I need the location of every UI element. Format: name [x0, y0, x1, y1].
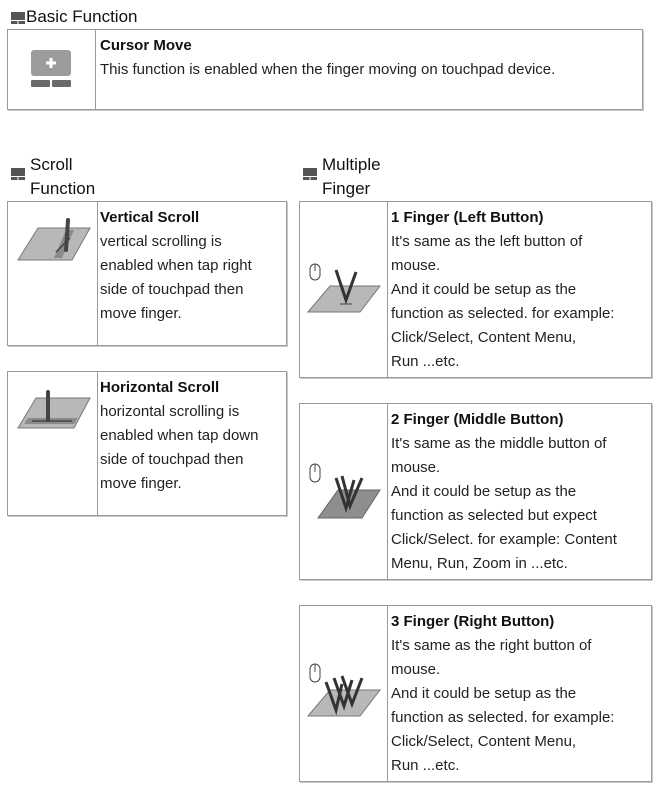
horizontal-scroll-illustration	[8, 372, 98, 515]
horizontal-scroll-text-4: move finger.	[100, 475, 182, 492]
vertical-scroll-title: Vertical Scroll	[100, 209, 200, 226]
two-finger-text-1: It's same as the middle button of	[391, 435, 607, 452]
horizontal-scroll-box	[7, 371, 287, 516]
three-finger-text-5: Click/Select, Content Menu,	[391, 733, 577, 750]
scroll-heading-line-1: Scroll	[30, 155, 73, 174]
cursor-move-box	[7, 29, 643, 110]
three-finger-text-6: Run ...etc.	[391, 757, 460, 774]
touchpad-icon	[302, 167, 318, 181]
three-finger-title: 3 Finger (Right Button)	[391, 613, 555, 630]
one-finger-text-1: It's same as the left button of	[391, 233, 583, 250]
one-finger-tap-icon	[306, 262, 382, 318]
vertical-scroll-text-4: move finger.	[100, 305, 182, 322]
multiple-finger-heading	[302, 153, 381, 201]
three-finger-illustration	[300, 606, 388, 781]
three-finger-box	[299, 605, 652, 782]
touchpad-icon	[10, 167, 26, 181]
one-finger-box	[299, 201, 652, 378]
scroll-function-heading	[10, 153, 95, 201]
one-finger-illustration	[300, 202, 388, 377]
basic-function-heading	[10, 5, 138, 29]
horizontal-scroll-text-2: enabled when tap down	[100, 427, 259, 444]
scroll-heading-line-2: Function	[30, 179, 96, 198]
basic-function-title: Basic Function	[26, 7, 138, 26]
three-finger-text-1: It's same as the right button of	[391, 637, 592, 654]
cursor-move-title: Cursor Move	[100, 37, 192, 54]
two-finger-box	[299, 403, 652, 580]
vertical-scroll-illustration	[8, 202, 98, 345]
three-finger-text-4: function as selected. for example:	[391, 709, 615, 726]
vertical-scroll-icon	[16, 216, 92, 266]
one-finger-title: 1 Finger (Left Button)	[391, 209, 544, 226]
vertical-scroll-box	[7, 201, 287, 346]
touchpad-cursor-icon	[29, 48, 73, 90]
three-finger-text-2: mouse.	[391, 661, 441, 678]
vertical-scroll-text-1: vertical scrolling is	[100, 233, 222, 250]
one-finger-text-5: Click/Select, Content Menu,	[391, 329, 577, 346]
two-finger-tap-icon	[306, 462, 382, 522]
three-finger-tap-icon	[306, 662, 382, 722]
vertical-scroll-text-2: enabled when tap right	[100, 257, 252, 274]
two-finger-text-4: function as selected but expect	[391, 507, 597, 524]
cursor-move-text: This function is enabled when the finger moving on touchpad device.	[100, 61, 556, 78]
horizontal-scroll-text-1: horizontal scrolling is	[100, 403, 240, 420]
one-finger-text-6: Run ...etc.	[391, 353, 460, 370]
two-finger-text-3: And it could be setup as the	[391, 483, 577, 500]
two-finger-text-5: Click/Select. for example: Content	[391, 531, 617, 548]
cursor-move-illustration	[8, 30, 96, 109]
one-finger-text-4: function as selected. for example:	[391, 305, 615, 322]
multi-heading-line-1: Multiple	[322, 155, 381, 174]
horizontal-scroll-icon	[16, 390, 92, 434]
one-finger-text-3: And it could be setup as the	[391, 281, 577, 298]
horizontal-scroll-text-3: side of touchpad then	[100, 451, 244, 468]
one-finger-text-2: mouse.	[391, 257, 441, 274]
two-finger-text-6: Menu, Run, Zoom in ...etc.	[391, 555, 568, 572]
multi-heading-line-2: Finger	[322, 179, 371, 198]
two-finger-title: 2 Finger (Middle Button)	[391, 411, 564, 428]
vertical-scroll-text-3: side of touchpad then	[100, 281, 244, 298]
horizontal-scroll-title: Horizontal Scroll	[100, 379, 220, 396]
two-finger-illustration	[300, 404, 388, 579]
touchpad-icon	[10, 11, 26, 25]
three-finger-text-3: And it could be setup as the	[391, 685, 577, 702]
two-finger-text-2: mouse.	[391, 459, 441, 476]
